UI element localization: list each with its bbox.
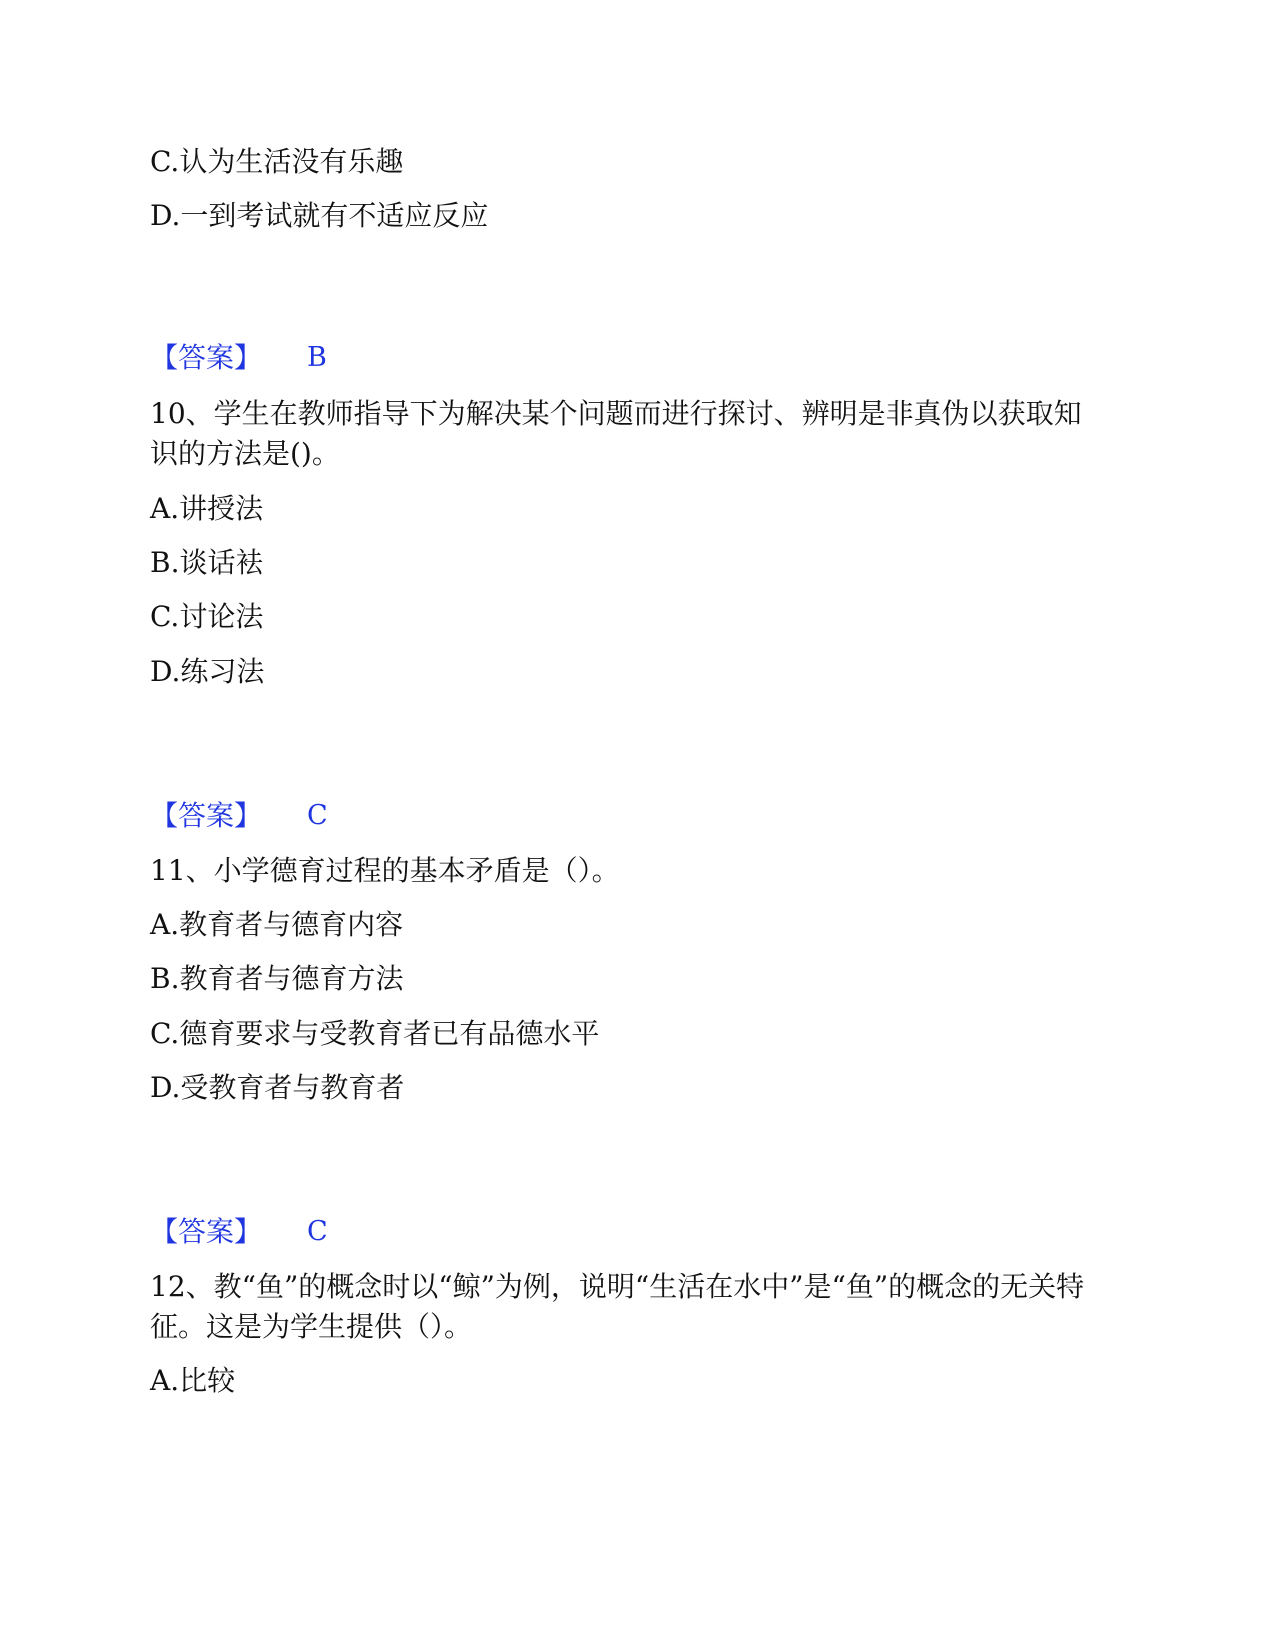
q10-option-b: B.谈话袪 xyxy=(150,546,264,579)
answer-tag: 【答案】 xyxy=(150,1215,263,1248)
q10-option-a: A.讲授法 xyxy=(150,492,264,525)
q10-option-d: D.练习法 xyxy=(150,655,265,688)
answer-tag: 【答案】 xyxy=(150,799,263,832)
q11-stem: 11、小学德育过程的基本矛盾是（）。 xyxy=(150,854,620,887)
q11-answer-row xyxy=(150,1212,550,1252)
q10-stem-line1: 10、学生在教师指导下为解决某个问题而进行探讨、辨明是非真伪以获取知 xyxy=(150,397,1082,430)
q12-stem-line1: 12、教“鱼”的概念时以“鲸”为例，说明“生活在水中”是“鱼”的概念的无关特 xyxy=(150,1270,1085,1303)
q11-option-b: B.教育者与德育方法 xyxy=(150,962,404,995)
q12-stem-line2: 征。这是为学生提供（）。 xyxy=(150,1310,473,1343)
q9-option-d: D.一到考试就有不适应反应 xyxy=(150,199,489,232)
q9-answer-row xyxy=(150,338,550,378)
q10-option-c: C.讨论法 xyxy=(150,600,264,633)
answer-value: B xyxy=(307,342,327,373)
answer-value: C xyxy=(307,800,328,831)
q10-stem-line2: 识的方法是()。 xyxy=(150,437,340,470)
answer-value: C xyxy=(307,1216,328,1247)
q11-option-d: D.受教育者与教育者 xyxy=(150,1071,405,1104)
q10-answer-row xyxy=(150,796,550,836)
q11-option-a: A.教育者与德育内容 xyxy=(150,908,404,941)
answer-tag: 【答案】 xyxy=(150,341,263,374)
q9-option-c: C.认为生活没有乐趣 xyxy=(150,145,404,178)
q11-option-c: C.德育要求与受教育者已有品德水平 xyxy=(150,1017,600,1050)
q12-option-a: A.比较 xyxy=(150,1364,236,1397)
